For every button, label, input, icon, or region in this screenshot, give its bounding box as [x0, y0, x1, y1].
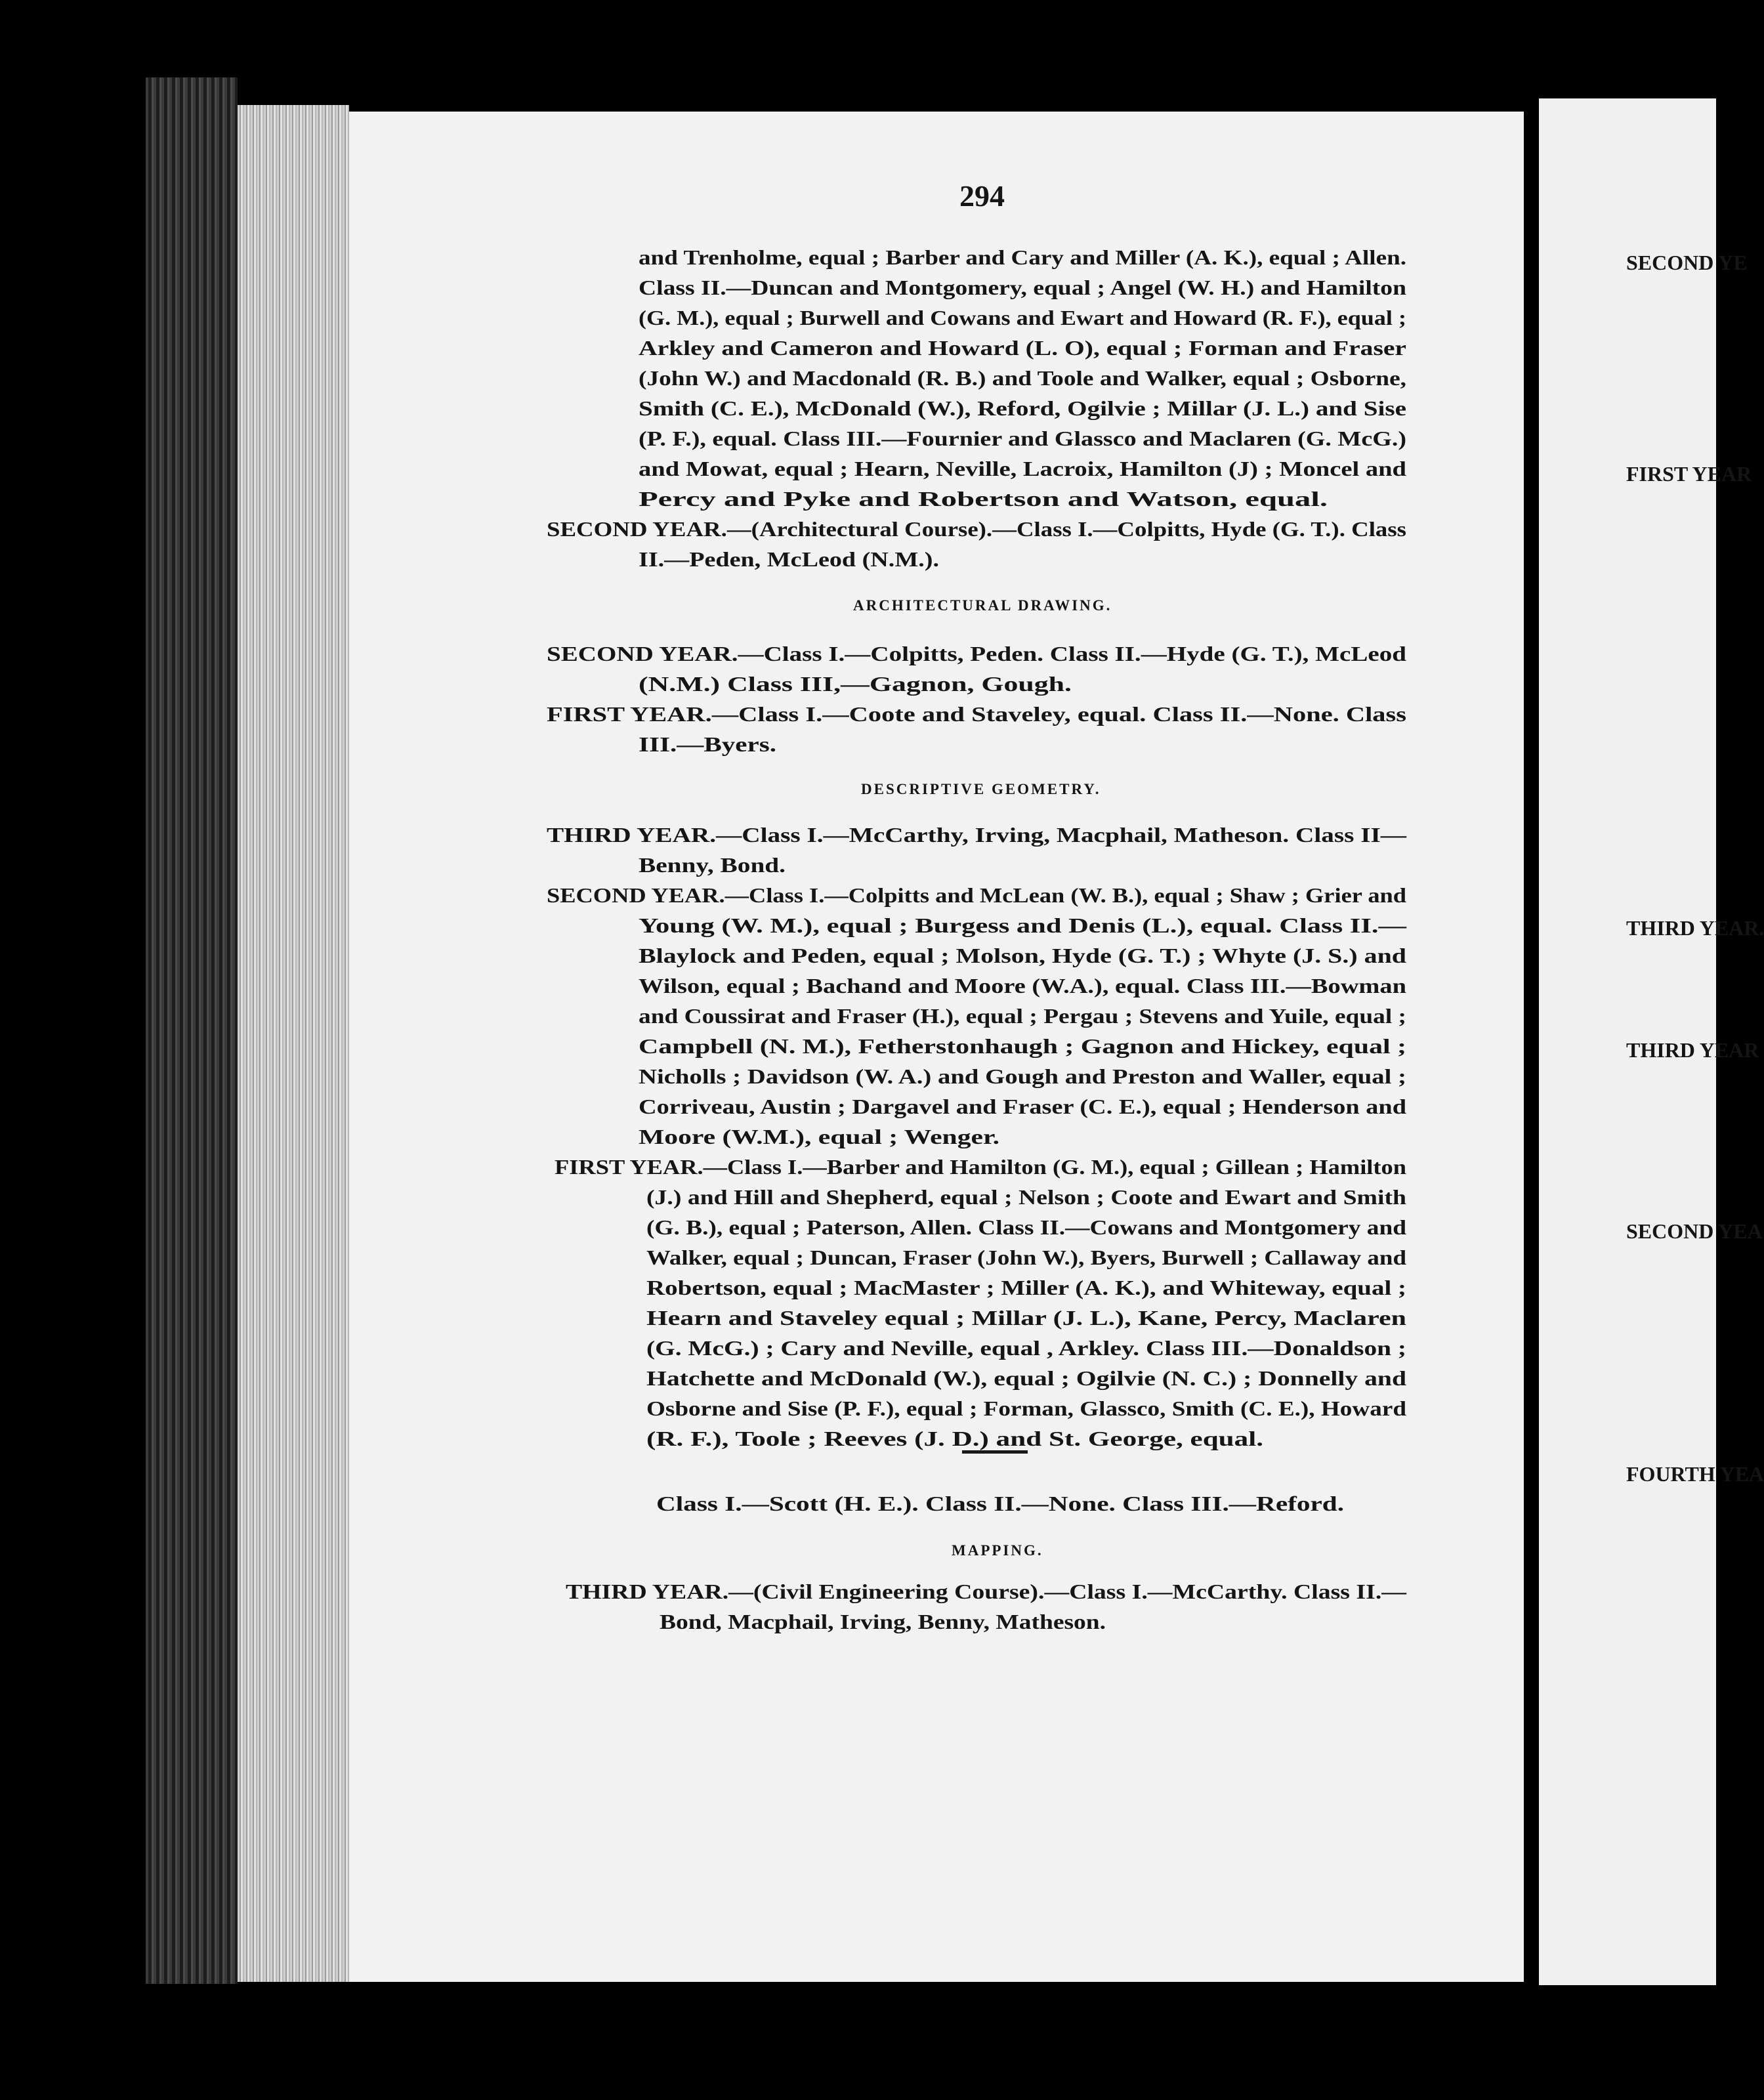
text-line: Campbell (N. M.), Fetherstonhaugh ; Gagnon and Hickey, equal ;: [639, 1034, 1406, 1058]
text-line: Smith (C. E.), McDonald (W.), Reford, Ogilvie ; Millar (J. L.) and Sise: [639, 396, 1406, 420]
text-line: THIRD YEAR.—(Civil Engineering Course).—Class I.—McCarthy. Class II.—: [566, 1580, 1406, 1603]
text-line: THIRD YEAR.—Class I.—McCarthy, Irving, Macphail, Matheson. Class II—: [547, 823, 1406, 847]
text-line: Robertson, equal ; MacMaster ; Miller (A. K.), and Whiteway, equal ;: [646, 1276, 1406, 1299]
page-stack-edge: [238, 105, 349, 1982]
right-page-fragment: SECOND YEA: [1626, 1219, 1763, 1243]
text-line: (P. F.), equal. Class III.—Fournier and Glassco and Maclaren (G. McG.): [639, 427, 1406, 450]
section-heading: DESCRIPTIVE GEOMETRY.: [861, 781, 1101, 797]
text-line: Class I.—Scott (H. E.). Class II.—None. Class III.—Reford.: [656, 1492, 1344, 1515]
text-line: Moore (W.M.), equal ; Wenger.: [639, 1125, 999, 1148]
text-line: (R. F.), Toole ; Reeves (J. D.) and St. George, equal.: [646, 1427, 1263, 1450]
text-line: Hearn and Staveley equal ; Millar (J. L.), Kane, Percy, Maclaren: [646, 1306, 1406, 1330]
right-page-fragment: THIRD YEAR.: [1626, 916, 1764, 940]
text-line: (John W.) and Macdonald (R. B.) and Toole and Walker, equal ; Osborne,: [639, 366, 1406, 390]
right-page-fragment: THIRD YEAR: [1626, 1038, 1759, 1062]
text-line: and Trenholme, equal ; Barber and Cary and Miller (A. K.), equal ; Allen.: [639, 245, 1406, 269]
text-line: SECOND YEAR.—Class I.—Colpitts and McLean (W. B.), equal ; Shaw ; Grier and: [547, 883, 1406, 907]
right-page-fragment: SECOND YE: [1626, 251, 1748, 274]
text-line: Class II.—Duncan and Montgomery, equal ; Angel (W. H.) and Hamilton: [639, 276, 1406, 299]
text-line: (G. M.), equal ; Burwell and Cowans and Ewart and Howard (R. F.), equal ;: [639, 306, 1406, 329]
text-line: SECOND YEAR.—(Architectural Course).—Class I.—Colpitts, Hyde (G. T.). Class: [547, 517, 1406, 541]
text-line: and Mowat, equal ; Hearn, Neville, Lacroix, Hamilton (J) ; Moncel and: [639, 457, 1406, 480]
text-line: II.—Peden, McLeod (N.M.).: [639, 547, 939, 571]
right-page-fragment: FIRST YEAR: [1626, 462, 1752, 486]
text-line: Percy and Pyke and Robertson and Watson, equal.: [639, 487, 1328, 511]
text-line: Bond, Macphail, Irving, Benny, Matheson.: [660, 1610, 1106, 1633]
text-line: Blaylock and Peden, equal ; Molson, Hyde (G. T.) ; Whyte (J. S.) and: [639, 944, 1406, 967]
page-number: 294: [959, 179, 1005, 213]
text-line: (N.M.) Class III,—Gagnon, Gough.: [639, 672, 1072, 696]
text-line: (G. McG.) ; Cary and Neville, equal , Arkley. Class III.—Donaldson ;: [646, 1336, 1406, 1360]
section-heading: MAPPING.: [952, 1542, 1043, 1559]
text-line: FIRST YEAR.—Class I.—Barber and Hamilton (G. M.), equal ; Gillean ; Hamilton: [555, 1155, 1406, 1179]
text-line: Nicholls ; Davidson (W. A.) and Gough and Preston and Waller, equal ;: [639, 1064, 1406, 1088]
text-line: (G. B.), equal ; Paterson, Allen. Class II.—Cowans and Montgomery and: [646, 1215, 1406, 1239]
text-line: III.—Byers.: [639, 732, 776, 756]
section-heading: ARCHITECTURAL DRAWING.: [853, 597, 1112, 614]
text-line: Young (W. M.), equal ; Burgess and Denis (L.), equal. Class II.—: [639, 914, 1406, 937]
text-line: SECOND YEAR.—Class I.—Colpitts, Peden. Class II.—Hyde (G. T.), McLeod: [547, 642, 1406, 665]
text-line: Hatchette and McDonald (W.), equal ; Ogilvie (N. C.) ; Donnelly and: [646, 1366, 1406, 1390]
text-line: Arkley and Cameron and Howard (L. O), equal ; Forman and Fraser: [639, 336, 1406, 360]
text-line: and Coussirat and Fraser (H.), equal ; Pergau ; Stevens and Yuile, equal ;: [639, 1004, 1406, 1028]
text-line: FIRST YEAR.—Class I.—Coote and Staveley, equal. Class II.—None. Class: [547, 702, 1406, 726]
text-line: (J.) and Hill and Shepherd, equal ; Nelson ; Coote and Ewart and Smith: [646, 1185, 1406, 1209]
book-spine-edge: [146, 77, 238, 1984]
text-line: Benny, Bond.: [639, 853, 786, 877]
text-line: Wilson, equal ; Bachand and Moore (W.A.), equal. Class III.—Bowman: [639, 974, 1406, 998]
text-line: Walker, equal ; Duncan, Fraser (John W.), Byers, Burwell ; Callaway and: [646, 1246, 1406, 1269]
right-page-fragment: FOURTH YEA: [1626, 1462, 1764, 1486]
text-line: Osborne and Sise (P. F.), equal ; Forman, Glassco, Smith (C. E.), Howard: [646, 1396, 1406, 1420]
text-line: Corriveau, Austin ; Dargavel and Fraser (C. E.), equal ; Henderson and: [639, 1095, 1406, 1118]
section-divider-rule: [962, 1450, 1028, 1454]
